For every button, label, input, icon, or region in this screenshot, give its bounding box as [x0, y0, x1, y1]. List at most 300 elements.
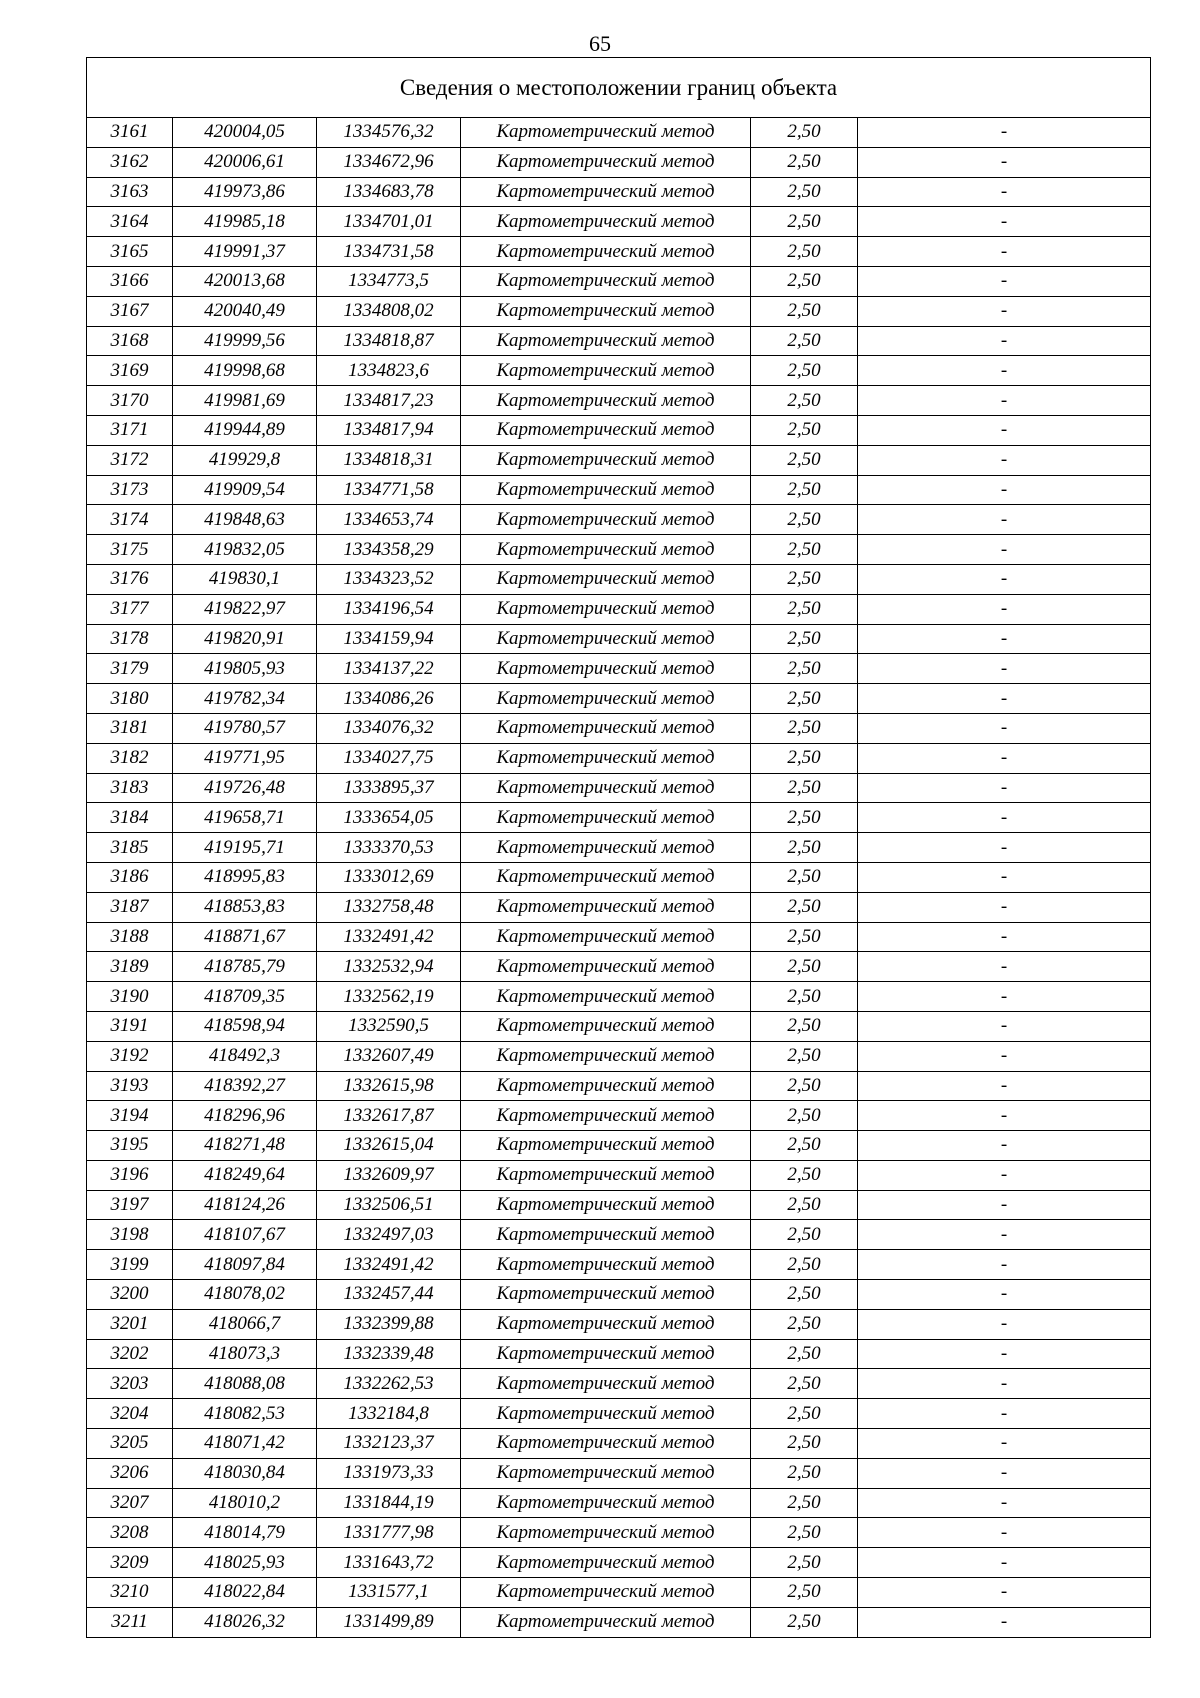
accuracy-cell: 2,50 [751, 1280, 858, 1310]
description-cell: - [858, 266, 1151, 296]
accuracy-cell: 2,50 [751, 118, 858, 148]
table-row [87, 1220, 1151, 1250]
x-coordinate-cell: 418492,3 [173, 1041, 317, 1071]
table-row [87, 475, 1151, 505]
accuracy-cell: 2,50 [751, 1339, 858, 1369]
accuracy-cell: 2,50 [751, 386, 858, 416]
x-coordinate-cell: 418296,96 [173, 1101, 317, 1131]
accuracy-cell: 2,50 [751, 1071, 858, 1101]
x-coordinate-cell: 419780,57 [173, 713, 317, 743]
method-cell: Картометрический метод [461, 147, 751, 177]
table-row [87, 1488, 1151, 1518]
point-number-cell: 3171 [87, 415, 173, 445]
table-row [87, 743, 1151, 773]
accuracy-cell: 2,50 [751, 1369, 858, 1399]
accuracy-cell: 2,50 [751, 803, 858, 833]
method-cell: Картометрический метод [461, 1071, 751, 1101]
point-number-cell: 3183 [87, 773, 173, 803]
x-coordinate-cell: 419782,34 [173, 684, 317, 714]
accuracy-cell: 2,50 [751, 773, 858, 803]
point-number-cell: 3181 [87, 713, 173, 743]
y-coordinate-cell: 1334818,87 [317, 326, 461, 356]
method-cell: Картометрический метод [461, 1548, 751, 1578]
description-cell: - [858, 1339, 1151, 1369]
method-cell: Картометрический метод [461, 237, 751, 267]
y-coordinate-cell: 1333012,69 [317, 862, 461, 892]
description-cell: - [858, 1041, 1151, 1071]
y-coordinate-cell: 1331643,72 [317, 1548, 461, 1578]
point-number-cell: 3170 [87, 386, 173, 416]
description-cell: - [858, 177, 1151, 207]
x-coordinate-cell: 418124,26 [173, 1190, 317, 1220]
point-number-cell: 3178 [87, 624, 173, 654]
y-coordinate-cell: 1334701,01 [317, 207, 461, 237]
y-coordinate-cell: 1331973,33 [317, 1458, 461, 1488]
x-coordinate-cell: 420004,05 [173, 118, 317, 148]
point-number-cell: 3196 [87, 1160, 173, 1190]
y-coordinate-cell: 1331499,89 [317, 1607, 461, 1637]
accuracy-cell: 2,50 [751, 1548, 858, 1578]
description-cell: - [858, 296, 1151, 326]
description-cell: - [858, 356, 1151, 386]
table-row [87, 237, 1151, 267]
method-cell: Картометрический метод [461, 1578, 751, 1608]
method-cell: Картометрический метод [461, 952, 751, 982]
y-coordinate-cell: 1332562,19 [317, 982, 461, 1012]
description-cell: - [858, 1429, 1151, 1459]
y-coordinate-cell: 1334159,94 [317, 624, 461, 654]
table-row [87, 1280, 1151, 1310]
point-number-cell: 3163 [87, 177, 173, 207]
y-coordinate-cell: 1334683,78 [317, 177, 461, 207]
point-number-cell: 3168 [87, 326, 173, 356]
accuracy-cell: 2,50 [751, 892, 858, 922]
method-cell: Картометрический метод [461, 1488, 751, 1518]
table-row [87, 982, 1151, 1012]
x-coordinate-cell: 418097,84 [173, 1250, 317, 1280]
x-coordinate-cell: 419999,56 [173, 326, 317, 356]
x-coordinate-cell: 419658,71 [173, 803, 317, 833]
table-row [87, 1071, 1151, 1101]
method-cell: Картометрический метод [461, 1131, 751, 1161]
description-cell: - [858, 1578, 1151, 1608]
x-coordinate-cell: 418853,83 [173, 892, 317, 922]
accuracy-cell: 2,50 [751, 1011, 858, 1041]
description-cell: - [858, 326, 1151, 356]
x-coordinate-cell: 418785,79 [173, 952, 317, 982]
x-coordinate-cell: 419822,97 [173, 594, 317, 624]
x-coordinate-cell: 419832,05 [173, 535, 317, 565]
point-number-cell: 3207 [87, 1488, 173, 1518]
method-cell: Картометрический метод [461, 415, 751, 445]
y-coordinate-cell: 1334653,74 [317, 505, 461, 535]
description-cell: - [858, 1399, 1151, 1429]
y-coordinate-cell: 1331577,1 [317, 1578, 461, 1608]
method-cell: Картометрический метод [461, 1220, 751, 1250]
x-coordinate-cell: 418025,93 [173, 1548, 317, 1578]
table-row [87, 266, 1151, 296]
description-cell: - [858, 624, 1151, 654]
y-coordinate-cell: 1334076,32 [317, 713, 461, 743]
x-coordinate-cell: 418271,48 [173, 1131, 317, 1161]
description-cell: - [858, 892, 1151, 922]
point-number-cell: 3199 [87, 1250, 173, 1280]
accuracy-cell: 2,50 [751, 1250, 858, 1280]
x-coordinate-cell: 418088,08 [173, 1369, 317, 1399]
method-cell: Картометрический метод [461, 892, 751, 922]
description-cell: - [858, 982, 1151, 1012]
description-cell: - [858, 564, 1151, 594]
accuracy-cell: 2,50 [751, 237, 858, 267]
table-row [87, 684, 1151, 714]
description-cell: - [858, 1309, 1151, 1339]
x-coordinate-cell: 418078,02 [173, 1280, 317, 1310]
table-row [87, 1578, 1151, 1608]
point-number-cell: 3192 [87, 1041, 173, 1071]
y-coordinate-cell: 1332506,51 [317, 1190, 461, 1220]
y-coordinate-cell: 1334137,22 [317, 654, 461, 684]
accuracy-cell: 2,50 [751, 326, 858, 356]
table-row [87, 356, 1151, 386]
method-cell: Картометрический метод [461, 594, 751, 624]
y-coordinate-cell: 1334773,5 [317, 266, 461, 296]
point-number-cell: 3169 [87, 356, 173, 386]
method-cell: Картометрический метод [461, 564, 751, 594]
point-number-cell: 3198 [87, 1220, 173, 1250]
method-cell: Картометрический метод [461, 1011, 751, 1041]
x-coordinate-cell: 419929,8 [173, 445, 317, 475]
description-cell: - [858, 1488, 1151, 1518]
x-coordinate-cell: 419726,48 [173, 773, 317, 803]
accuracy-cell: 2,50 [751, 654, 858, 684]
accuracy-cell: 2,50 [751, 1488, 858, 1518]
point-number-cell: 3164 [87, 207, 173, 237]
table-row [87, 1250, 1151, 1280]
table-row [87, 147, 1151, 177]
method-cell: Картометрический метод [461, 1160, 751, 1190]
accuracy-cell: 2,50 [751, 475, 858, 505]
y-coordinate-cell: 1332399,88 [317, 1309, 461, 1339]
point-number-cell: 3182 [87, 743, 173, 773]
accuracy-cell: 2,50 [751, 1160, 858, 1190]
y-coordinate-cell: 1332615,98 [317, 1071, 461, 1101]
description-cell: - [858, 922, 1151, 952]
accuracy-cell: 2,50 [751, 594, 858, 624]
x-coordinate-cell: 419944,89 [173, 415, 317, 445]
y-coordinate-cell: 1332491,42 [317, 922, 461, 952]
accuracy-cell: 2,50 [751, 922, 858, 952]
description-cell: - [858, 1011, 1151, 1041]
accuracy-cell: 2,50 [751, 1041, 858, 1071]
description-cell: - [858, 1071, 1151, 1101]
method-cell: Картометрический метод [461, 207, 751, 237]
y-coordinate-cell: 1334731,58 [317, 237, 461, 267]
point-number-cell: 3200 [87, 1280, 173, 1310]
table-row [87, 922, 1151, 952]
description-cell: - [858, 1250, 1151, 1280]
accuracy-cell: 2,50 [751, 1131, 858, 1161]
method-cell: Картометрический метод [461, 1190, 751, 1220]
table-row [87, 564, 1151, 594]
method-cell: Картометрический метод [461, 1399, 751, 1429]
accuracy-cell: 2,50 [751, 1578, 858, 1608]
description-cell: - [858, 803, 1151, 833]
description-cell: - [858, 535, 1151, 565]
y-coordinate-cell: 1332615,04 [317, 1131, 461, 1161]
method-cell: Картометрический метод [461, 505, 751, 535]
y-coordinate-cell: 1332617,87 [317, 1101, 461, 1131]
description-cell: - [858, 1518, 1151, 1548]
method-cell: Картометрический метод [461, 1041, 751, 1071]
table-row [87, 862, 1151, 892]
point-number-cell: 3167 [87, 296, 173, 326]
x-coordinate-cell: 418249,64 [173, 1160, 317, 1190]
x-coordinate-cell: 419195,71 [173, 833, 317, 863]
table-row [87, 445, 1151, 475]
table-row [87, 892, 1151, 922]
method-cell: Картометрический метод [461, 475, 751, 505]
y-coordinate-cell: 1334818,31 [317, 445, 461, 475]
accuracy-cell: 2,50 [751, 713, 858, 743]
y-coordinate-cell: 1334817,23 [317, 386, 461, 416]
table-row [87, 177, 1151, 207]
x-coordinate-cell: 418598,94 [173, 1011, 317, 1041]
description-cell: - [858, 1131, 1151, 1161]
method-cell: Картометрический метод [461, 862, 751, 892]
table-caption-row [87, 58, 1151, 118]
method-cell: Картометрический метод [461, 833, 751, 863]
method-cell: Картометрический метод [461, 1369, 751, 1399]
x-coordinate-cell: 419985,18 [173, 207, 317, 237]
x-coordinate-cell: 418871,67 [173, 922, 317, 952]
point-number-cell: 3201 [87, 1309, 173, 1339]
point-number-cell: 3210 [87, 1578, 173, 1608]
x-coordinate-cell: 418026,32 [173, 1607, 317, 1637]
point-number-cell: 3161 [87, 118, 173, 148]
method-cell: Картометрический метод [461, 1250, 751, 1280]
description-cell: - [858, 862, 1151, 892]
description-cell: - [858, 1369, 1151, 1399]
accuracy-cell: 2,50 [751, 1309, 858, 1339]
point-number-cell: 3211 [87, 1607, 173, 1637]
point-number-cell: 3188 [87, 922, 173, 952]
point-number-cell: 3194 [87, 1101, 173, 1131]
x-coordinate-cell: 418392,27 [173, 1071, 317, 1101]
y-coordinate-cell: 1334823,6 [317, 356, 461, 386]
method-cell: Картометрический метод [461, 654, 751, 684]
accuracy-cell: 2,50 [751, 266, 858, 296]
point-number-cell: 3203 [87, 1369, 173, 1399]
table-row [87, 1399, 1151, 1429]
point-number-cell: 3174 [87, 505, 173, 535]
table-row [87, 1190, 1151, 1220]
accuracy-cell: 2,50 [751, 684, 858, 714]
accuracy-cell: 2,50 [751, 1190, 858, 1220]
method-cell: Картометрический метод [461, 177, 751, 207]
point-number-cell: 3166 [87, 266, 173, 296]
accuracy-cell: 2,50 [751, 1607, 858, 1637]
table-row [87, 1429, 1151, 1459]
method-cell: Картометрический метод [461, 1518, 751, 1548]
x-coordinate-cell: 418082,53 [173, 1399, 317, 1429]
point-number-cell: 3186 [87, 862, 173, 892]
accuracy-cell: 2,50 [751, 1429, 858, 1459]
y-coordinate-cell: 1334358,29 [317, 535, 461, 565]
y-coordinate-cell: 1334576,32 [317, 118, 461, 148]
y-coordinate-cell: 1333370,53 [317, 833, 461, 863]
table-row [87, 1369, 1151, 1399]
point-number-cell: 3208 [87, 1518, 173, 1548]
method-cell: Картометрический метод [461, 773, 751, 803]
y-coordinate-cell: 1334323,52 [317, 564, 461, 594]
y-coordinate-cell: 1332262,53 [317, 1369, 461, 1399]
table-row [87, 118, 1151, 148]
method-cell: Картометрический метод [461, 1101, 751, 1131]
point-number-cell: 3187 [87, 892, 173, 922]
description-cell: - [858, 445, 1151, 475]
accuracy-cell: 2,50 [751, 147, 858, 177]
description-cell: - [858, 505, 1151, 535]
description-cell: - [858, 386, 1151, 416]
y-coordinate-cell: 1333654,05 [317, 803, 461, 833]
accuracy-cell: 2,50 [751, 296, 858, 326]
x-coordinate-cell: 419848,63 [173, 505, 317, 535]
description-cell: - [858, 1101, 1151, 1131]
x-coordinate-cell: 419991,37 [173, 237, 317, 267]
description-cell: - [858, 147, 1151, 177]
method-cell: Картометрический метод [461, 743, 751, 773]
description-cell: - [858, 743, 1151, 773]
y-coordinate-cell: 1334027,75 [317, 743, 461, 773]
method-cell: Картометрический метод [461, 356, 751, 386]
table-body [87, 118, 1151, 1638]
method-cell: Картометрический метод [461, 386, 751, 416]
y-coordinate-cell: 1334771,58 [317, 475, 461, 505]
accuracy-cell: 2,50 [751, 1101, 858, 1131]
table-row [87, 386, 1151, 416]
x-coordinate-cell: 419909,54 [173, 475, 317, 505]
table-row [87, 326, 1151, 356]
table-row [87, 1339, 1151, 1369]
method-cell: Картометрический метод [461, 922, 751, 952]
x-coordinate-cell: 420040,49 [173, 296, 317, 326]
table-row [87, 505, 1151, 535]
table-row [87, 654, 1151, 684]
description-cell: - [858, 415, 1151, 445]
accuracy-cell: 2,50 [751, 356, 858, 386]
y-coordinate-cell: 1332590,5 [317, 1011, 461, 1041]
description-cell: - [858, 1458, 1151, 1488]
description-cell: - [858, 654, 1151, 684]
accuracy-cell: 2,50 [751, 445, 858, 475]
x-coordinate-cell: 418071,42 [173, 1429, 317, 1459]
point-number-cell: 3172 [87, 445, 173, 475]
point-number-cell: 3179 [87, 654, 173, 684]
point-number-cell: 3197 [87, 1190, 173, 1220]
x-coordinate-cell: 418107,67 [173, 1220, 317, 1250]
x-coordinate-cell: 418030,84 [173, 1458, 317, 1488]
table-row [87, 1131, 1151, 1161]
method-cell: Картометрический метод [461, 1458, 751, 1488]
table-row [87, 1101, 1151, 1131]
method-cell: Картометрический метод [461, 803, 751, 833]
y-coordinate-cell: 1332609,97 [317, 1160, 461, 1190]
table-caption: Сведения о местоположении границ объекта [87, 58, 1151, 118]
x-coordinate-cell: 419771,95 [173, 743, 317, 773]
table-row [87, 1041, 1151, 1071]
point-number-cell: 3191 [87, 1011, 173, 1041]
method-cell: Картометрический метод [461, 326, 751, 356]
point-number-cell: 3195 [87, 1131, 173, 1161]
point-number-cell: 3204 [87, 1399, 173, 1429]
table-row [87, 1607, 1151, 1637]
x-coordinate-cell: 418066,7 [173, 1309, 317, 1339]
y-coordinate-cell: 1331777,98 [317, 1518, 461, 1548]
x-coordinate-cell: 418014,79 [173, 1518, 317, 1548]
description-cell: - [858, 1280, 1151, 1310]
x-coordinate-cell: 418073,3 [173, 1339, 317, 1369]
y-coordinate-cell: 1332758,48 [317, 892, 461, 922]
accuracy-cell: 2,50 [751, 1220, 858, 1250]
y-coordinate-cell: 1334672,96 [317, 147, 461, 177]
table-row [87, 803, 1151, 833]
method-cell: Картометрический метод [461, 1309, 751, 1339]
description-cell: - [858, 1160, 1151, 1190]
method-cell: Картометрический метод [461, 982, 751, 1012]
table-row [87, 833, 1151, 863]
x-coordinate-cell: 420006,61 [173, 147, 317, 177]
description-cell: - [858, 237, 1151, 267]
point-number-cell: 3184 [87, 803, 173, 833]
description-cell: - [858, 1220, 1151, 1250]
description-cell: - [858, 684, 1151, 714]
method-cell: Картометрический метод [461, 266, 751, 296]
accuracy-cell: 2,50 [751, 862, 858, 892]
y-coordinate-cell: 1332123,37 [317, 1429, 461, 1459]
accuracy-cell: 2,50 [751, 505, 858, 535]
description-cell: - [858, 207, 1151, 237]
method-cell: Картометрический метод [461, 684, 751, 714]
table-row [87, 415, 1151, 445]
point-number-cell: 3173 [87, 475, 173, 505]
point-number-cell: 3209 [87, 1548, 173, 1578]
table-row [87, 1548, 1151, 1578]
method-cell: Картометрический метод [461, 1280, 751, 1310]
accuracy-cell: 2,50 [751, 1399, 858, 1429]
method-cell: Картометрический метод [461, 1429, 751, 1459]
accuracy-cell: 2,50 [751, 535, 858, 565]
method-cell: Картометрический метод [461, 713, 751, 743]
accuracy-cell: 2,50 [751, 177, 858, 207]
y-coordinate-cell: 1332532,94 [317, 952, 461, 982]
point-number-cell: 3206 [87, 1458, 173, 1488]
y-coordinate-cell: 1334808,02 [317, 296, 461, 326]
table-row [87, 1309, 1151, 1339]
y-coordinate-cell: 1332607,49 [317, 1041, 461, 1071]
method-cell: Картометрический метод [461, 1339, 751, 1369]
accuracy-cell: 2,50 [751, 564, 858, 594]
table-row [87, 1160, 1151, 1190]
x-coordinate-cell: 419830,1 [173, 564, 317, 594]
method-cell: Картометрический метод [461, 535, 751, 565]
table-row [87, 594, 1151, 624]
x-coordinate-cell: 419981,69 [173, 386, 317, 416]
x-coordinate-cell: 418010,2 [173, 1488, 317, 1518]
boundary-table [86, 57, 1151, 1638]
point-number-cell: 3189 [87, 952, 173, 982]
point-number-cell: 3175 [87, 535, 173, 565]
y-coordinate-cell: 1332184,8 [317, 1399, 461, 1429]
